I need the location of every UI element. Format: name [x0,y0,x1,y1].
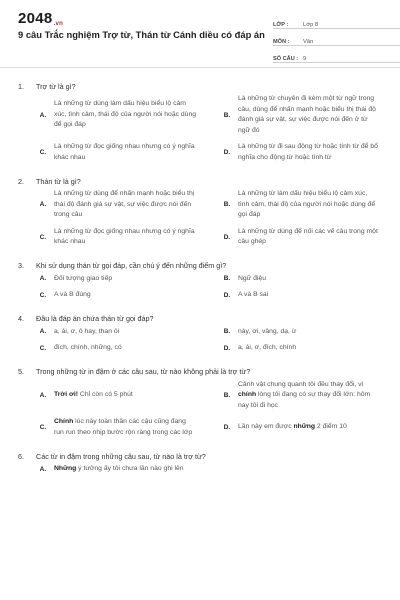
option-letter: D. [223,291,231,299]
question-text: Đâu là đáp án chứa thán từ gọi đáp? [36,314,154,323]
page-title: 9 câu Trắc nghiệm Trợ từ, Thán từ Cánh diều có đáp án [18,29,265,40]
question-number: 4. [18,314,24,323]
option-text: Những ý tưởng ấy tôi chưa lần nào ghi lên [54,465,184,472]
logo-text: 2048 [18,10,53,27]
option-text: đích, chính, những, có [54,344,122,351]
option-text: Là những từ đi sau động từ hoặc tính từ để bổ nghĩa cho động từ hoặc tính từ [238,143,378,161]
question-number: 5. [18,367,24,376]
meta-box [273,13,400,64]
question-text: Các từ in đậm trong những câu sau, từ nào là trợ từ? [36,451,206,461]
option-letter: A. [39,275,47,283]
option-text: a, ái, ơ, đích, chính [238,344,297,351]
option-text: Là những từ dùng để nhấn mạnh hoặc biểu thị thái độ đánh giá sự vật, sự việc được nói đến trong câu [54,190,195,218]
option-c[interactable] [18,417,202,438]
option-letter: A. [39,201,47,209]
option-letter: D. [223,344,231,352]
question-text: Trong những từ in đậm ở các câu sau, từ nào không phải là trợ từ? [36,367,251,376]
option-a[interactable] [18,380,202,412]
bold-word: những [293,423,316,431]
header [18,0,386,62]
option-b[interactable] [202,327,386,338]
option-d[interactable] [202,417,386,438]
option-letter: C. [39,149,47,156]
option-text: Ngữ điệu [238,274,266,282]
option-letter: B. [223,391,231,399]
option-letter: A. [39,465,47,473]
bold-word: Trời ơi! [54,391,79,398]
option-a[interactable] [18,94,202,136]
option-d[interactable] [202,290,386,301]
option-c[interactable] [18,142,202,163]
option-text: Là những từ dùng để nối các vế câu trong một câu ghép [238,227,378,245]
option-text: Là những từ chuyên đi kèm một từ ngữ trong câu, dùng để nhấn mạnh hoặc biểu thị thái độ đánh giá sự vật, sự việc được nói đến ở từ ngữ đó [238,95,376,134]
option-text: A và B đúng [54,291,91,298]
option-row [18,227,386,248]
site-logo[interactable] [18,10,63,27]
option-row [18,290,386,301]
option-b[interactable] [202,274,386,285]
option-b[interactable] [202,380,386,412]
question-4 [18,311,386,354]
option-row [18,94,386,136]
meta-row-count [273,47,400,63]
question-number: 2. [18,176,24,186]
option-d[interactable] [202,227,386,248]
option-text: a, ái, ơ, ô hay, than ôi [54,327,120,335]
question-5 [18,364,386,439]
question-3 [18,258,386,301]
question-list [18,78,386,485]
question-heading [18,173,386,189]
option-text: Là những từ dùng làm dấu hiệu biểu lộ cảm xúc, tình cảm, thái độ của người nói hoặc dùng để gọi đáp [54,100,197,129]
meta-label: LỚP : [273,22,289,28]
option-text: A và B sai [238,291,269,298]
question-heading [18,448,386,464]
option-letter: B. [223,201,231,209]
option-c[interactable] [18,290,202,301]
question-heading [18,258,386,274]
option-text: Trời ơi! Chỉ còn có 5 phút [54,391,133,398]
option-text: Lần này em được những 2 điểm 10 [238,423,347,431]
option-row [18,189,386,221]
option-row [18,274,386,285]
option-b[interactable] [202,189,386,221]
option-a[interactable] [18,274,202,285]
option-letter: C. [39,233,47,241]
bold-word: Chính [54,418,74,425]
option-row [18,464,386,475]
question-heading [18,78,386,94]
meta-value: 9 [303,56,307,62]
option-row [18,380,386,412]
option-a[interactable] [18,464,202,475]
option-c[interactable] [18,227,202,248]
option-text: Là những từ đọc giống nhau nhưng có ý nghĩa khác nhau [54,143,195,161]
meta-row-subject [273,30,400,46]
meta-value: Văn [303,39,314,45]
option-letter: D. [223,233,231,241]
question-heading [18,364,386,380]
header-divider [0,67,400,68]
question-text: Khi sử dụng thán từ gọi đáp, cần chú ý đến những điểm gì? [36,261,227,270]
option-text: này, ơi, vâng, dạ, ừ [238,327,297,335]
question-number: 3. [18,261,24,270]
logo-tld: .vn [53,21,64,27]
option-text: Là những từ đọc giống nhau nhưng có ý nghĩa khác nhau [54,227,195,245]
option-letter: C. [39,424,47,431]
option-letter: C. [39,344,47,352]
question-number: 6. [18,451,24,461]
option-d[interactable] [202,343,386,354]
bold-word: chính [238,391,257,398]
option-letter: C. [39,291,47,299]
meta-row-class [273,13,400,29]
option-a[interactable] [18,189,202,221]
option-text: Chính lúc này toàn thân các cậu cũng đang run run theo nhịp bước rộn ràng trong các lớp [54,418,193,436]
meta-label: MÔN : [273,39,290,45]
question-text: Trợ từ là gì? [36,81,76,91]
option-letter: B. [223,328,231,336]
option-c[interactable] [18,343,202,354]
option-letter: D. [223,149,231,156]
option-text: Là những từ làm dấu hiệu biểu lộ cảm xúc, tình cảm, thái độ của người nói hoặc dùng để gọi đáp [238,190,376,218]
question-1 [18,78,386,163]
question-number: 1. [18,81,24,91]
option-letter: A. [39,111,47,119]
question-text: Thán từ là gì? [36,176,81,186]
option-row [18,142,386,163]
option-text: Cảnh vật chung quanh tôi đều thay đổi, vì chính lòng tôi đang có sự thay đổi lớn: hôm nay tôi đi học [238,380,371,409]
option-letter: B. [223,111,231,119]
option-letter: B. [223,275,231,283]
option-b[interactable] [202,94,386,136]
option-row [18,343,386,354]
option-letter: D. [223,424,231,431]
question-heading [18,311,386,327]
option-row [18,327,386,338]
option-row [18,417,386,438]
question-2 [18,173,386,248]
option-text: Đối tượng giao tiếp [54,274,113,282]
question-6 [18,448,386,475]
option-letter: A. [39,391,47,399]
meta-value: Lớp 8 [303,22,319,28]
option-d[interactable] [202,142,386,163]
bold-word: Những [54,465,77,472]
option-letter: A. [39,328,47,336]
option-a[interactable] [18,327,202,338]
meta-label: SỐ CÂU : [273,56,299,62]
